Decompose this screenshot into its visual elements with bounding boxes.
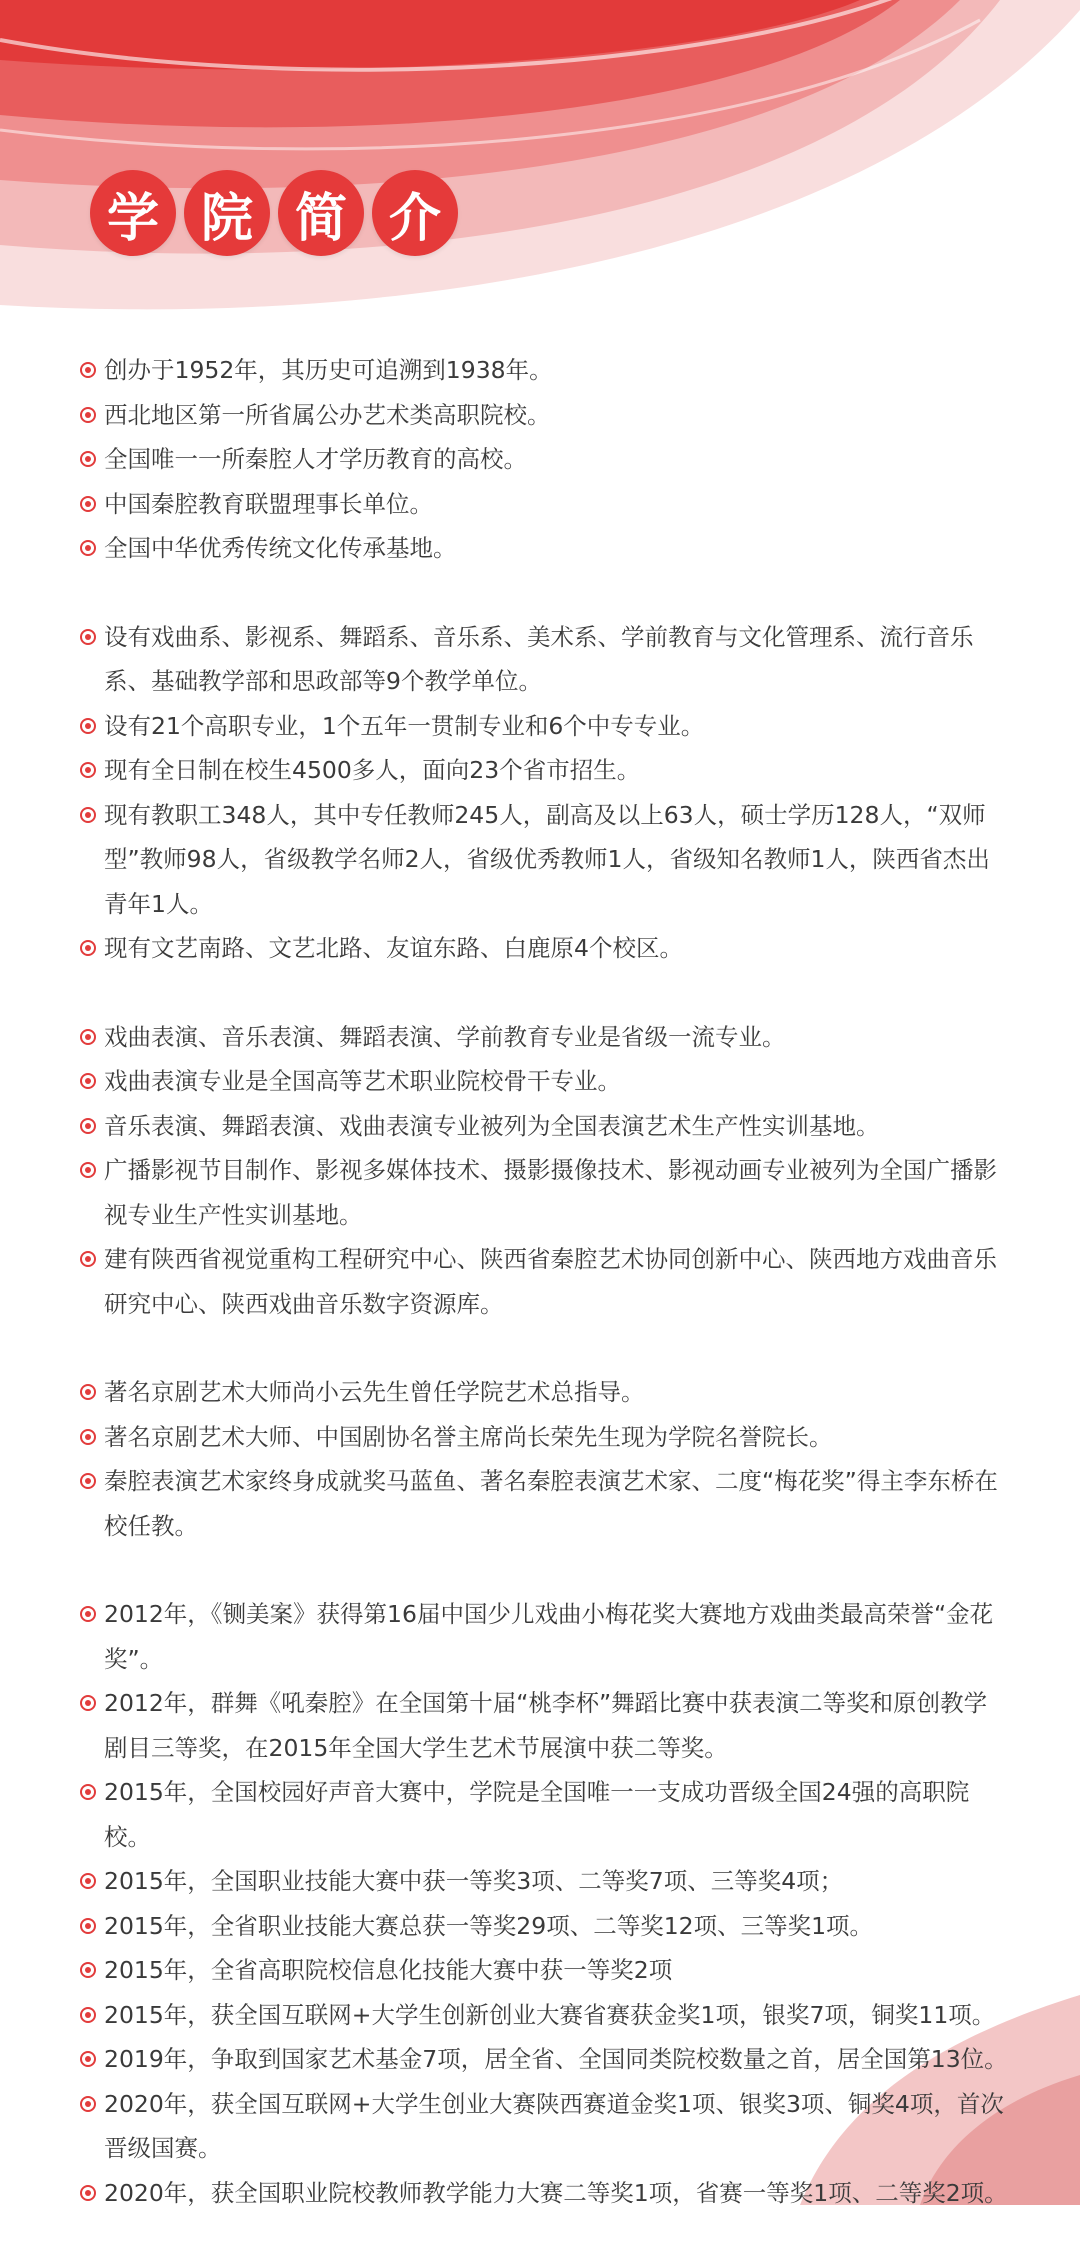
list-item	[80, 1237, 1010, 1326]
bullet-icon	[80, 1873, 96, 1889]
bullet-icon	[80, 2096, 96, 2112]
bullet-icon	[80, 451, 96, 467]
item-text: 现有全日制在校生4500多人，面向23个省市招生。	[104, 756, 641, 784]
list-item	[80, 1770, 1010, 1859]
item-text: 2019年，争取到国家艺术基金7项，居全省、全国同类院校数量之首，居全国第13位。	[104, 2045, 1008, 2073]
item-text: 创办于1952年，其历史可追溯到1938年。	[104, 356, 553, 384]
item-text: 建有陕西省视觉重构工程研究中心、陕西省秦腔艺术协同创新中心、陕西地方戏曲音乐研究中心、陕西戏曲音乐数字资源库。	[104, 1245, 997, 1318]
bullet-icon	[80, 1384, 96, 1400]
bullet-icon	[80, 1162, 96, 1178]
bullet-icon	[80, 540, 96, 556]
list-item	[80, 926, 1010, 971]
item-text: 全国唯一一所秦腔人才学历教育的高校。	[104, 445, 527, 473]
bullet-icon	[80, 629, 96, 645]
list-item	[80, 1948, 1010, 1993]
title-char: 学	[90, 170, 176, 256]
list-item	[80, 1059, 1010, 1104]
list-item	[80, 2171, 1010, 2216]
item-text: 现有文艺南路、文艺北路、友谊东路、白鹿原4个校区。	[104, 934, 683, 962]
list-item	[80, 482, 1010, 527]
group-awards	[80, 1592, 1010, 2215]
bullet-icon	[80, 362, 96, 378]
bullet-icon	[80, 1918, 96, 1934]
bullet-icon	[80, 2007, 96, 2023]
item-text: 2015年，全省高职院校信息化技能大赛中获一等奖2项	[104, 1956, 673, 1984]
list-item	[80, 1592, 1010, 1681]
bullet-icon	[80, 1962, 96, 1978]
item-text: 广播影视节目制作、影视多媒体技术、摄影摄像技术、影视动画专业被列为全国广播影视专业生产性实训基地。	[104, 1156, 997, 1229]
item-text: 设有戏曲系、影视系、舞蹈系、音乐系、美术系、学前教育与文化管理系、流行音乐系、基础教学部和思政部等9个教学单位。	[104, 622, 974, 695]
title-char: 介	[372, 170, 458, 256]
bullet-icon	[80, 2185, 96, 2201]
title-char: 简	[278, 170, 364, 256]
item-text: 著名京剧艺术大师尚小云先生曾任学院艺术总指导。	[104, 1378, 645, 1406]
list-item	[80, 1904, 1010, 1949]
list-item	[80, 1415, 1010, 1460]
list-item	[80, 793, 1010, 927]
list-item	[80, 2037, 1010, 2082]
list-item	[80, 1104, 1010, 1149]
list-item	[80, 1148, 1010, 1237]
list-item	[80, 1459, 1010, 1548]
group-organization	[80, 615, 1010, 971]
list-item	[80, 1859, 1010, 1904]
list-item	[80, 1015, 1010, 1060]
bullet-icon	[80, 940, 96, 956]
item-text: 2015年，全国校园好声音大赛中，学院是全国唯一一支成功晋级全国24强的高职院校。	[104, 1778, 970, 1851]
page-title	[90, 170, 458, 256]
item-text: 秦腔表演艺术家终身成就奖马蓝鱼、著名秦腔表演艺术家、二度“梅花奖”得主李东桥在校任教。	[104, 1467, 998, 1540]
list-item	[80, 437, 1010, 482]
list-item	[80, 748, 1010, 793]
list-item	[80, 1370, 1010, 1415]
item-text: 2020年，获全国职业院校教师教学能力大赛二等奖1项，省赛一等奖1项、二等奖2项。	[104, 2178, 1008, 2207]
bullet-icon	[80, 1251, 96, 1267]
bullet-icon	[80, 1118, 96, 1134]
bullet-icon	[80, 718, 96, 734]
bullet-icon	[80, 762, 96, 778]
intro-content	[80, 348, 1010, 2259]
item-text: 西北地区第一所省属公办艺术类高职院校。	[104, 400, 551, 429]
item-text: 戏曲表演专业是全国高等艺术职业院校骨干专业。	[104, 1067, 621, 1095]
group-programs	[80, 1015, 1010, 1327]
bullet-icon	[80, 1606, 96, 1622]
group-history	[80, 348, 1010, 571]
bullet-icon	[80, 496, 96, 512]
item-text: 2015年，全省职业技能大赛总获一等奖29项、二等奖12项、三等奖1项。	[104, 1911, 874, 1940]
item-text: 2015年，获全国互联网+大学生创新创业大赛省赛获金奖1项，银奖7项，铜奖11项。	[104, 2000, 996, 2029]
list-item	[80, 2082, 1010, 2171]
bullet-icon	[80, 1473, 96, 1489]
bullet-icon	[80, 2051, 96, 2067]
list-item	[80, 348, 1010, 393]
bullet-icon	[80, 1029, 96, 1045]
item-text: 全国中华优秀传统文化传承基地。	[104, 534, 457, 562]
list-item	[80, 1681, 1010, 1770]
title-char: 院	[184, 170, 270, 256]
bullet-icon	[80, 1429, 96, 1445]
item-text: 2012年，群舞《吼秦腔》在全国第十届“桃李杯”舞蹈比赛中获表演二等奖和原创教学剧目三等奖，在2015年全国大学生艺术节展演中获二等奖。	[104, 1689, 988, 1762]
item-text: 2012年，《铡美案》获得第16届中国少儿戏曲小梅花奖大赛地方戏曲类最高荣誉“金花奖”。	[104, 1600, 994, 1673]
group-masters	[80, 1370, 1010, 1548]
item-text: 中国秦腔教育联盟理事长单位。	[104, 489, 433, 518]
item-text: 现有教职工348人，其中专任教师245人，副高及以上63人，硕士学历128人，“双师型”教师98人，省级教学名师2人，省级优秀教师1人，省级知名教师1人，陕西省杰出青年1人。	[104, 800, 990, 918]
item-text: 设有21个高职专业，1个五年一贯制专业和6个中专专业。	[104, 711, 705, 740]
bullet-icon	[80, 1784, 96, 1800]
bullet-icon	[80, 1695, 96, 1711]
item-text: 著名京剧艺术大师、中国剧协名誉主席尚长荣先生现为学院名誉院长。	[104, 1422, 833, 1451]
bullet-icon	[80, 807, 96, 823]
bullet-icon	[80, 1073, 96, 1089]
item-text: 音乐表演、舞蹈表演、戏曲表演专业被列为全国表演艺术生产性实训基地。	[104, 1111, 880, 1140]
list-item	[80, 1993, 1010, 2038]
item-text: 戏曲表演、音乐表演、舞蹈表演、学前教育专业是省级一流专业。	[104, 1022, 786, 1051]
item-text: 2020年，获全国互联网+大学生创业大赛陕西赛道金奖1项、银奖3项、铜奖4项，首次晋级国赛。	[104, 2089, 1004, 2162]
list-item	[80, 704, 1010, 749]
list-item	[80, 393, 1010, 438]
list-item	[80, 526, 1010, 571]
list-item	[80, 615, 1010, 704]
item-text: 2015年，全国职业技能大赛中获一等奖3项、二等奖7项、三等奖4项；	[104, 1867, 844, 1895]
bullet-icon	[80, 407, 96, 423]
